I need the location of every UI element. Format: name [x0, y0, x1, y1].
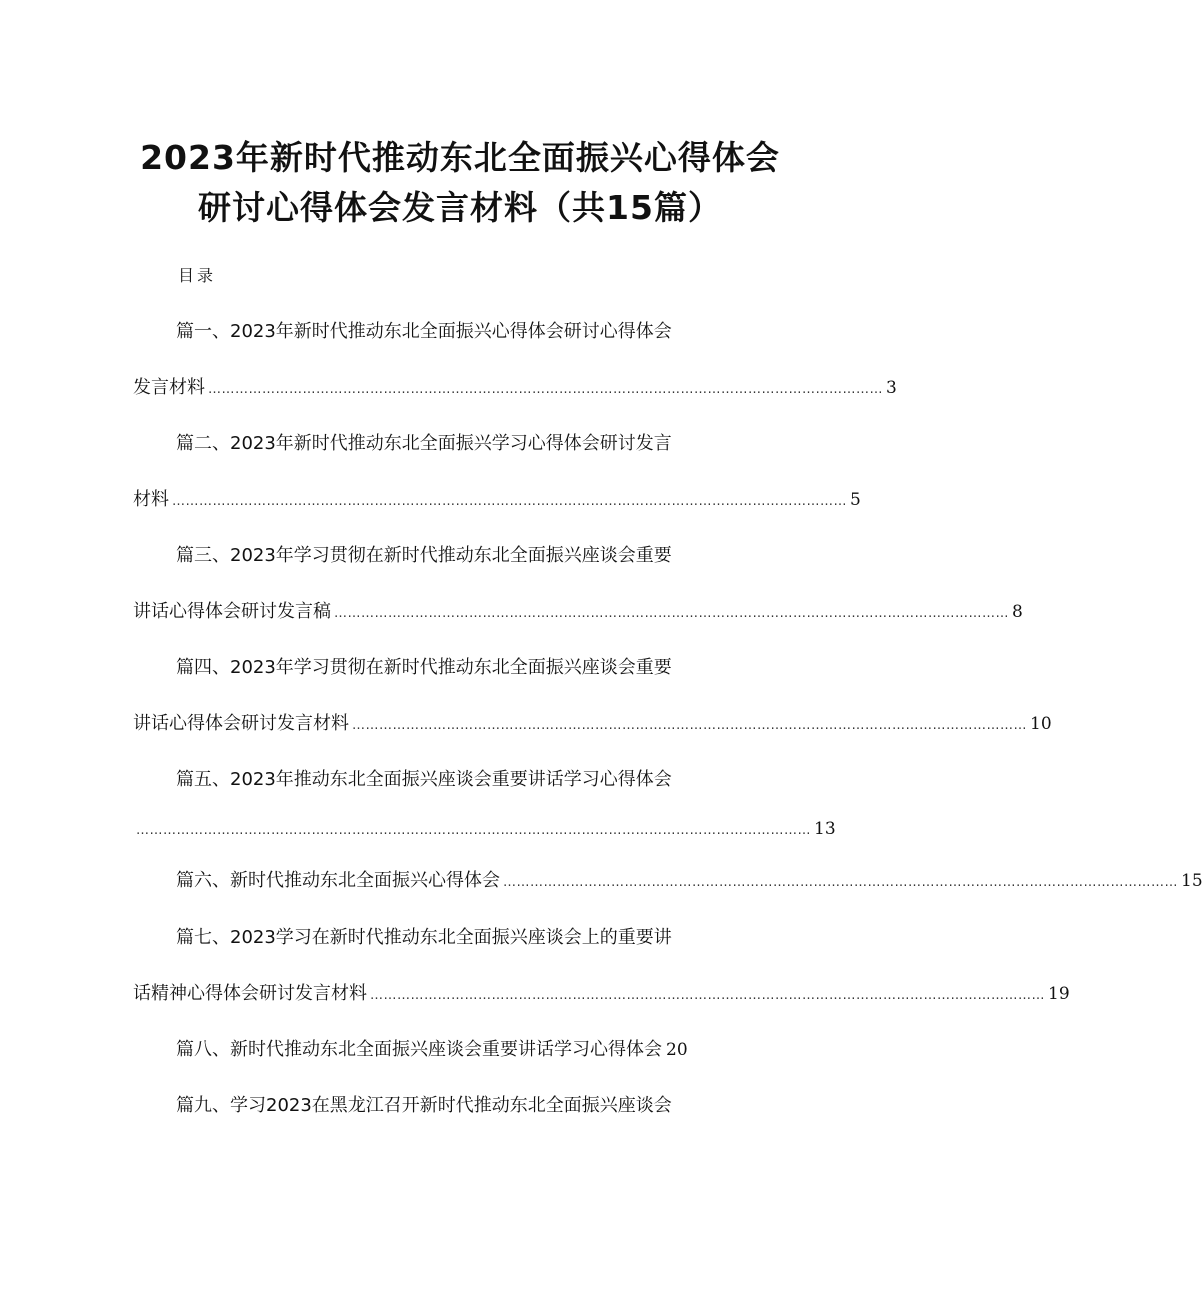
toc-entry-1-line-1[interactable]: 篇一、2023年新时代推动东北全面振兴心得体会研讨心得体会 [176, 321, 672, 342]
toc-page-number: 20 [666, 1040, 688, 1060]
toc-entry-text: 材料 [133, 489, 169, 510]
toc-entry-7-line-1[interactable]: 篇七、2023学习在新时代推动东北全面振兴座谈会上的重要讲 [176, 927, 672, 948]
toc-heading: 目录 [178, 266, 217, 285]
toc-entry-text: 讲话心得体会研讨发言材料 [133, 713, 349, 734]
toc-page-number: 8 [1012, 602, 1023, 622]
toc-entry-text: 话精神心得体会研讨发言材料 [133, 983, 367, 1004]
toc-entry-9-line-1[interactable]: 篇九、学习2023在黑龙江召开新时代推动东北全面振兴座谈会 [176, 1095, 672, 1116]
toc-dot-leader: …………………………………………………………………………………………………………………………………… [334, 606, 1009, 621]
toc-entry-1-line-2[interactable] [133, 374, 897, 402]
toc-dot-leader: …………………………………………………………………………………………………………………………………… [370, 988, 1045, 1003]
toc-entry-6[interactable] [176, 867, 1203, 895]
toc-dot-leader: …………………………………………………………………………………………………………………………………… [208, 382, 883, 397]
toc-entry-text: 篇六、新时代推动东北全面振兴心得体会 [176, 870, 500, 891]
toc-page-number: 19 [1048, 984, 1070, 1004]
toc-entry-5-line-2[interactable] [133, 815, 836, 843]
toc-page-number: 15 [1181, 871, 1203, 891]
toc-page-number: 13 [814, 819, 836, 839]
document-title-line-1: 2023年新时代推动东北全面振兴心得体会 [140, 138, 780, 177]
toc-entry-2-line-1[interactable]: 篇二、2023年新时代推动东北全面振兴学习心得体会研讨发言 [176, 433, 672, 454]
toc-page-number: 10 [1030, 714, 1052, 734]
toc-entry-4-line-2[interactable] [133, 710, 1052, 738]
toc-dot-leader: …………………………………………………………………………………………………………………………………… [503, 875, 1178, 890]
toc-entry-text: 篇八、新时代推动东北全面振兴座谈会重要讲话学习心得体会 [176, 1039, 662, 1060]
toc-entry-8[interactable] [176, 1036, 688, 1064]
toc-entry-2-line-2[interactable] [133, 486, 861, 514]
toc-entry-text: 讲话心得体会研讨发言稿 [133, 601, 331, 622]
toc-entry-3-line-1[interactable]: 篇三、2023年学习贯彻在新时代推动东北全面振兴座谈会重要 [176, 545, 672, 566]
toc-entry-5-line-1[interactable]: 篇五、2023年推动东北全面振兴座谈会重要讲话学习心得体会 [176, 769, 672, 790]
document-title-line-2: 研讨心得体会发言材料（共15篇） [198, 188, 722, 227]
toc-dot-leader: …………………………………………………………………………………………………………………………………… [136, 823, 811, 838]
toc-entry-text: 发言材料 [133, 377, 205, 398]
toc-entry-4-line-1[interactable]: 篇四、2023年学习贯彻在新时代推动东北全面振兴座谈会重要 [176, 657, 672, 678]
toc-dot-leader: …………………………………………………………………………………………………………………………………… [172, 494, 847, 509]
toc-entry-7-line-2[interactable] [133, 980, 1070, 1008]
toc-page-number: 3 [886, 378, 897, 398]
toc-page-number: 5 [850, 490, 861, 510]
toc-entry-3-line-2[interactable] [133, 598, 1023, 626]
toc-dot-leader: …………………………………………………………………………………………………………………………………… [352, 718, 1027, 733]
